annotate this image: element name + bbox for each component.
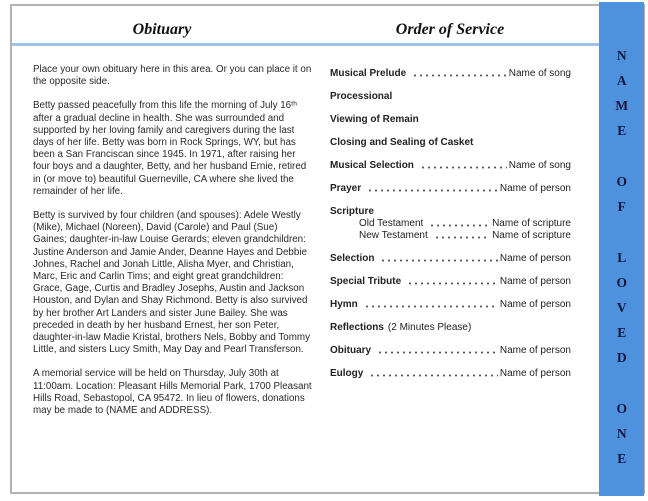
order-item-label: Scripture [330,206,374,217]
order-item-label: Musical Selection [330,160,414,171]
order-item-value: Name of person [499,183,571,194]
dotted-leader [429,224,490,227]
order-item-eulogy [330,366,571,379]
name-of-loved-one-sidebar [599,2,644,496]
dotted-leader [434,236,490,239]
order-item-selection [330,251,571,264]
obituary-body-text [33,64,313,429]
sidebar-word-of: OF [614,174,630,224]
obituary-paragraph: Place your own obituary here in this area. Or you can place it on the opposite side. [33,64,312,88]
order-item-musical-selection [330,158,571,171]
order-subitem-label: Old Testament [359,218,424,229]
order-item-special-tribute [330,274,571,287]
order-item-value: Name of person [499,345,571,356]
dotted-leader [420,166,507,169]
order-item-value: Name of person [499,276,571,287]
order-subitem-label: New Testament [359,230,428,241]
order-item-label: Viewing of Remain [330,114,419,125]
order-subitem-old-testament [359,217,571,229]
order-item-label: Obituary [330,345,372,356]
order-item-value: Name of song [508,68,571,79]
order-item-label: Reflections [330,322,384,333]
dotted-leader [407,282,498,285]
order-of-service-page-title: Order of Service [395,21,505,38]
order-subitem-value: Name of scripture [492,230,571,241]
order-item-prayer [330,181,571,194]
order-subitem-value: Name of scripture [492,218,571,229]
order-item-viewing-of-remain [330,112,571,125]
dotted-leader [364,305,498,308]
order-item-label: Hymn [330,299,358,310]
order-item-obituary [330,343,571,356]
order-item-hymn [330,297,571,310]
order-item-label: Eulogy [330,368,364,379]
order-item-scripture-head [330,204,571,217]
order-item-value: Name of song [508,160,571,171]
order-item-label: Musical Prelude [330,68,407,79]
dotted-leader [412,74,507,77]
obituary-paragraph: A memorial service will be held on Thursday, July 30th at 11:00am. Location: Pleasant Hills Memorial Park, 1700 Pleasant Hills Road, Sebastopol, CA 95472. In lieu of flowers, donations may be made to (NAME and ADDRESS). [33,368,312,417]
order-item-value: Name of person [499,368,571,379]
order-item-musical-prelude [330,66,571,79]
order-item-suffix: (2 Minutes Please) [387,322,472,333]
obituary-paragraph: Betty is survived by four children (and spouses): Adele Westly (Mike), Michael (Noreen), David (Carole) and Paul (Sue) Gaines; daughter-in-law Louise Gerards; eleven grandchildren: Justine Anderson and Jamie Ander, Deanne Hayes and Debbie Johnes, Rachel and Jonah Little, Alisha Myer, and Christian, Marc, Eric and Carlin Tims; and eight great grandchildren: Grace, Gage, Curtis and Bradley Josephs, Austin and Jackson Houston, and Dylan and Shay Richmond. Betty is also survived by her brother Art Landers and sister June Bailey. She was preceded in death by her husband Ernest, her son Peter, daughter-in-law Madie Kristal, brothers Nels, Bobby and Tommy Little, and sisters Lucy Smith, May Day and Pearl Transferson. [33,210,310,356]
sidebar-word-name: NAME [614,48,630,148]
sidebar-word-loved: LOVED [614,250,630,375]
order-item-label: Special Tribute [330,276,402,287]
order-item-label: Closing and Sealing of Casket [330,137,474,148]
order-item-label: Prayer [330,183,362,194]
obituary-page-title: Obituary [132,21,192,38]
dotted-leader [380,259,497,262]
order-item-closing-and-sealing [330,135,571,148]
order-item-scripture [330,204,571,241]
order-of-service-list [330,66,571,389]
order-item-value: Name of person [499,253,571,264]
order-item-processional [330,89,571,102]
dotted-leader [377,351,498,354]
order-item-label: Processional [330,91,393,102]
header-underline-rule [12,43,599,46]
order-item-value: Name of person [499,299,571,310]
dotted-leader [367,189,498,192]
order-item-reflections [330,320,571,333]
order-item-label: Selection [330,253,375,264]
obituary-paragraph: Betty passed peacefully from this life the morning of July 16ᵗʰ after a gradual decline in health. She was surrounded and supported by her loving family and caregivers during the last days of her life. Betty was born in Rock Springs, WY, but has been a San Franciscan since 1945. In 1971, after raising her four boys and a daughter, Betty, and her husband Ernie, retired in (or move to) beautiful Guerneville, CA where she lived the remainder of her life. [33,100,307,197]
dotted-leader [369,374,498,377]
sidebar-word-one: ONE [614,401,630,476]
order-subitem-new-testament [359,229,571,241]
